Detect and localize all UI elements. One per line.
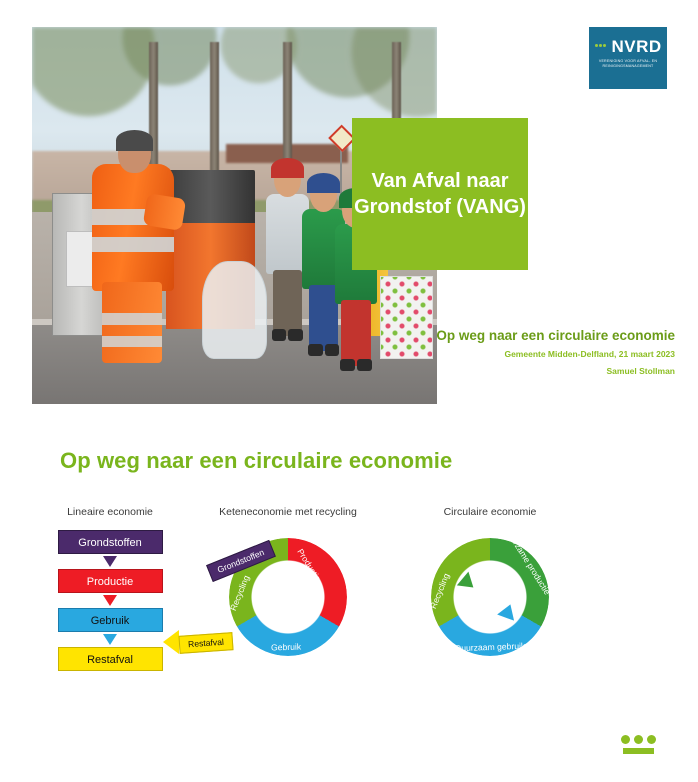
photo-worker-stripe — [102, 313, 162, 324]
photo-child-shoe — [357, 359, 372, 371]
subtitle-author: Samuel Stollman — [606, 366, 675, 376]
photo-waste-bag — [202, 261, 267, 359]
column-heading-circular: Circulaire economie — [443, 506, 537, 518]
photo-child-legs — [341, 300, 370, 366]
tag-restafval: Restafval — [178, 632, 233, 654]
photo-worker-arm — [143, 193, 186, 230]
nvrd-logo-subtitle: VERENIGING VOOR AFVAL- EN REINIGINGSMANAGEMENT — [598, 59, 658, 68]
tag-grondstoffen: Grondstoffen — [206, 540, 275, 582]
diagram-column-circular — [405, 506, 575, 680]
cycle-circular — [415, 525, 565, 680]
title-block — [352, 118, 528, 270]
ring-label-gebruik: Gebruik — [270, 641, 302, 653]
photo-child-shoe — [272, 329, 287, 341]
photo-child-hat — [307, 173, 340, 194]
nvrd-logo-mark — [589, 38, 667, 55]
diagram-column-chain — [187, 506, 383, 680]
slide-circular-economy — [0, 420, 698, 782]
ring-label-productie: Productie — [295, 546, 324, 584]
photo-worker-hair — [116, 130, 153, 150]
ring-label-recycling: Recycling — [428, 571, 452, 611]
arrow-down-icon — [103, 634, 117, 645]
footer-logo-dots — [618, 735, 658, 744]
photo-worker — [85, 133, 182, 359]
photo-worker-stripe — [92, 237, 174, 253]
ring-label-recycling: Recycling — [228, 573, 252, 613]
nvrd-logo-text: NVRD — [611, 37, 662, 56]
footer-logo — [618, 735, 658, 765]
section-title: Op weg naar een circulaire economie — [60, 448, 453, 473]
column-heading-chain: Keteneconomie met recycling — [219, 506, 357, 518]
footer-logo-bar — [623, 748, 654, 754]
chain-box-restafval: Restafval — [58, 647, 163, 671]
cycle-chain — [187, 530, 363, 680]
nvrd-logo — [589, 27, 667, 89]
photo-child-shoe — [308, 344, 323, 356]
nvrd-logo-dots — [594, 33, 606, 50]
diagram-column-linear — [45, 506, 175, 671]
ring-label-duurzaam-gebruik: Duurzaam gebruik — [454, 640, 526, 654]
chain-box-productie: Productie — [58, 569, 163, 593]
subtitle-block — [380, 328, 675, 376]
arrow-down-icon — [103, 595, 117, 606]
ring-label-duurzame-productie: Duurzame productie — [502, 525, 553, 597]
cycle-ring — [431, 538, 549, 656]
chain-box-gebruik: Gebruik — [58, 608, 163, 632]
economy-diagram — [45, 506, 575, 706]
chain-box-grondstoffen: Grondstoffen — [58, 530, 163, 554]
arrow-down-icon — [103, 556, 117, 567]
photo-child-shoe — [340, 359, 355, 371]
photo-child-legs — [273, 270, 302, 336]
subtitle-place-date: Gemeente Midden-Delfland, 21 maart 2023 — [504, 349, 675, 359]
page-title: Van Afval naar Grondstof (VANG) — [354, 169, 526, 218]
subtitle-main: Op weg naar een circulaire economie — [436, 328, 675, 343]
photo-child-hat — [271, 158, 304, 179]
column-heading-linear: Lineaire economie — [67, 506, 153, 518]
arrow-left-icon — [163, 630, 179, 654]
photo-worker-stripe — [102, 336, 162, 347]
